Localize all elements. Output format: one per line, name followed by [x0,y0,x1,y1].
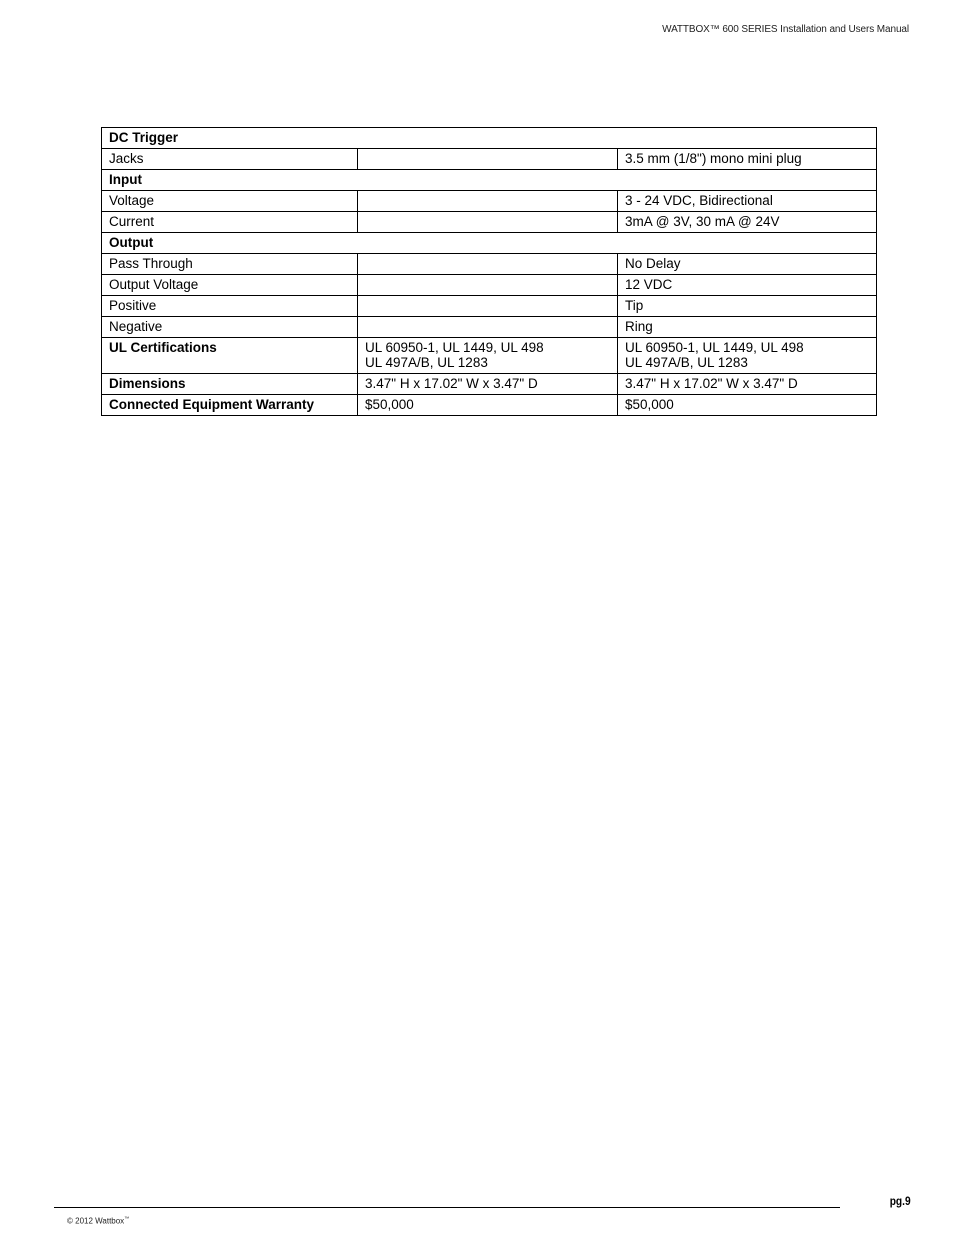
spec-value-cell [358,338,618,374]
spec-value-cell [358,149,618,170]
spec-value-cell: 3 - 24 VDC, Bidirectional [618,191,877,212]
trademark-mark: ™ [124,1216,130,1222]
spec-value-cell [618,338,877,374]
spec-value-cell [358,254,618,275]
spec-value-cell [358,191,618,212]
table-row [102,149,877,170]
spec-value-cell: Tip [618,296,877,317]
table-row [102,275,877,296]
spec-value-cell: No Delay [618,254,877,275]
copyright-text: © 2012 Wattbox [67,1216,125,1226]
spec-value-cell: $50,000 [358,395,618,416]
spec-value-cell: 3.47" H x 17.02" W x 3.47" D [618,374,877,395]
spec-label-cell: Connected Equipment Warranty [102,395,358,416]
table-row [102,317,877,338]
spec-value-cell [358,275,618,296]
spec-value-cell: 3mA @ 3V, 30 mA @ 24V [618,212,877,233]
copyright-notice [67,1216,129,1226]
spec-label-cell: Current [102,212,358,233]
table-section-row [102,128,877,149]
spec-value-line: UL 497A/B, UL 1283 [625,355,748,370]
footer-divider [54,1207,840,1208]
spec-value-line: UL 497A/B, UL 1283 [365,355,488,370]
spec-label-cell: Voltage [102,191,358,212]
table-row [102,254,877,275]
spec-label-cell: Pass Through [102,254,358,275]
spec-label-cell: Output Voltage [102,275,358,296]
table-row [102,395,877,416]
table-section-row [102,233,877,254]
spec-label-cell: UL Certifications [102,338,358,374]
spec-label-cell: Jacks [102,149,358,170]
spec-value-cell: 3.47" H x 17.02" W x 3.47" D [358,374,618,395]
page-number: pg.9 [890,1194,911,1208]
spec-value-cell: 3.5 mm (1/8") mono mini plug [618,149,877,170]
spec-value-line: UL 60950-1, UL 1449, UL 498 [625,340,804,355]
spec-value-cell [358,212,618,233]
spec-label-cell: Dimensions [102,374,358,395]
spec-value-cell [358,296,618,317]
table-row [102,212,877,233]
spec-label-cell: Negative [102,317,358,338]
table-row [102,374,877,395]
spec-value-cell: $50,000 [618,395,877,416]
section-heading: Output [102,233,877,254]
spec-value-line: UL 60950-1, UL 1449, UL 498 [365,340,544,355]
table-row [102,296,877,317]
page-header-title: WATTBOX™ 600 SERIES Installation and Users Manual [662,24,909,35]
section-heading: DC Trigger [102,128,877,149]
table-row [102,191,877,212]
spec-label-cell: Positive [102,296,358,317]
spec-table-body [102,128,877,416]
table-section-row [102,170,877,191]
spec-table [101,127,877,416]
spec-value-cell: Ring [618,317,877,338]
spec-value-cell: 12 VDC [618,275,877,296]
spec-value-cell [358,317,618,338]
table-row [102,338,877,374]
section-heading: Input [102,170,877,191]
